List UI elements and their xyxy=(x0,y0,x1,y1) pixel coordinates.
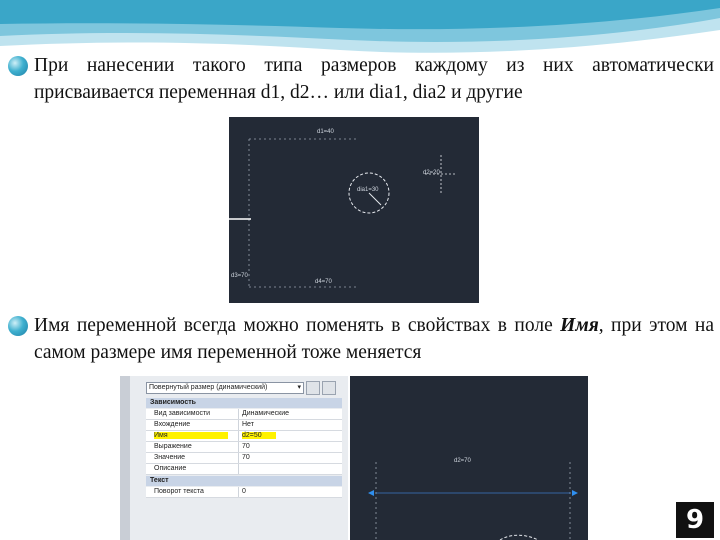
group-label: Текст xyxy=(150,477,169,484)
property-row[interactable] xyxy=(146,487,342,498)
cad-drawing-1-canvas xyxy=(229,117,479,303)
property-row[interactable] xyxy=(146,442,342,453)
property-row[interactable] xyxy=(146,409,342,420)
property-value: 0 xyxy=(242,488,246,495)
select-objects-button[interactable] xyxy=(322,381,336,395)
cad2-label: d2=70 xyxy=(454,458,471,464)
property-key: Вхождение xyxy=(154,421,191,428)
property-key: Значение xyxy=(154,454,186,461)
cad1-label-d2: d2=20 xyxy=(423,170,440,176)
group-label: Зависимость xyxy=(150,399,196,406)
cad1-label-dia1: dia1=30 xyxy=(357,187,379,193)
property-value-name[interactable]: d2=50 xyxy=(242,432,276,439)
panel-side-bar xyxy=(120,376,130,540)
property-key: Поворот текста xyxy=(154,488,204,495)
properties-panel xyxy=(120,376,348,540)
property-key-name: Имя xyxy=(154,432,228,439)
bullet-text-2 xyxy=(34,312,714,366)
object-type-select[interactable] xyxy=(146,382,304,394)
property-value: 70 xyxy=(242,454,250,461)
column-divider xyxy=(238,464,239,474)
pickadd-button[interactable] xyxy=(306,381,320,395)
property-row-name[interactable] xyxy=(146,431,342,442)
bullet-icon xyxy=(8,56,28,76)
chevron-down-icon: ▾ xyxy=(297,384,301,391)
column-divider xyxy=(238,487,239,497)
property-key: Описание xyxy=(154,465,187,472)
property-value: 70 xyxy=(242,443,250,450)
object-type-select-value: Повернутый размер (динамический) xyxy=(149,384,268,391)
cad1-label-d1: d1=40 xyxy=(317,129,334,135)
bullet-2-field-name: Имя xyxy=(560,315,599,336)
property-value: Динамические xyxy=(242,410,290,417)
column-divider xyxy=(238,453,239,463)
property-key: Выражение xyxy=(154,443,192,450)
bullet-2-text-end: , при этом на самом размере имя переменной тоже меняется xyxy=(34,315,714,363)
bullet-1-text: При нанесении такого типа размеров каждому из них автоматически присваивается переменная d1, d2… или dia1, dia2 и другие xyxy=(34,55,714,103)
property-key: Вид зависимости xyxy=(154,410,211,417)
column-divider xyxy=(238,409,239,419)
group-header-constraint[interactable] xyxy=(146,398,342,408)
property-row[interactable] xyxy=(146,420,342,431)
cad1-label-d4: d4=70 xyxy=(315,279,332,285)
cad1-label-d3: d3=70 xyxy=(231,273,248,279)
page-number: 9 xyxy=(676,502,714,538)
property-row[interactable] xyxy=(146,453,342,464)
column-divider xyxy=(238,420,239,430)
cad-drawing-2 xyxy=(350,376,588,540)
bullet-2-text-start: Имя переменной всегда можно поменять в свойствах в поле xyxy=(34,315,561,336)
column-divider xyxy=(238,431,239,441)
bullet-text-1 xyxy=(34,52,714,106)
bullet-icon xyxy=(8,316,28,336)
cad-drawing-1 xyxy=(229,117,479,303)
column-divider xyxy=(238,442,239,452)
property-row[interactable] xyxy=(146,464,342,475)
property-value: Нет xyxy=(242,421,254,428)
group-header-text[interactable] xyxy=(146,476,342,486)
